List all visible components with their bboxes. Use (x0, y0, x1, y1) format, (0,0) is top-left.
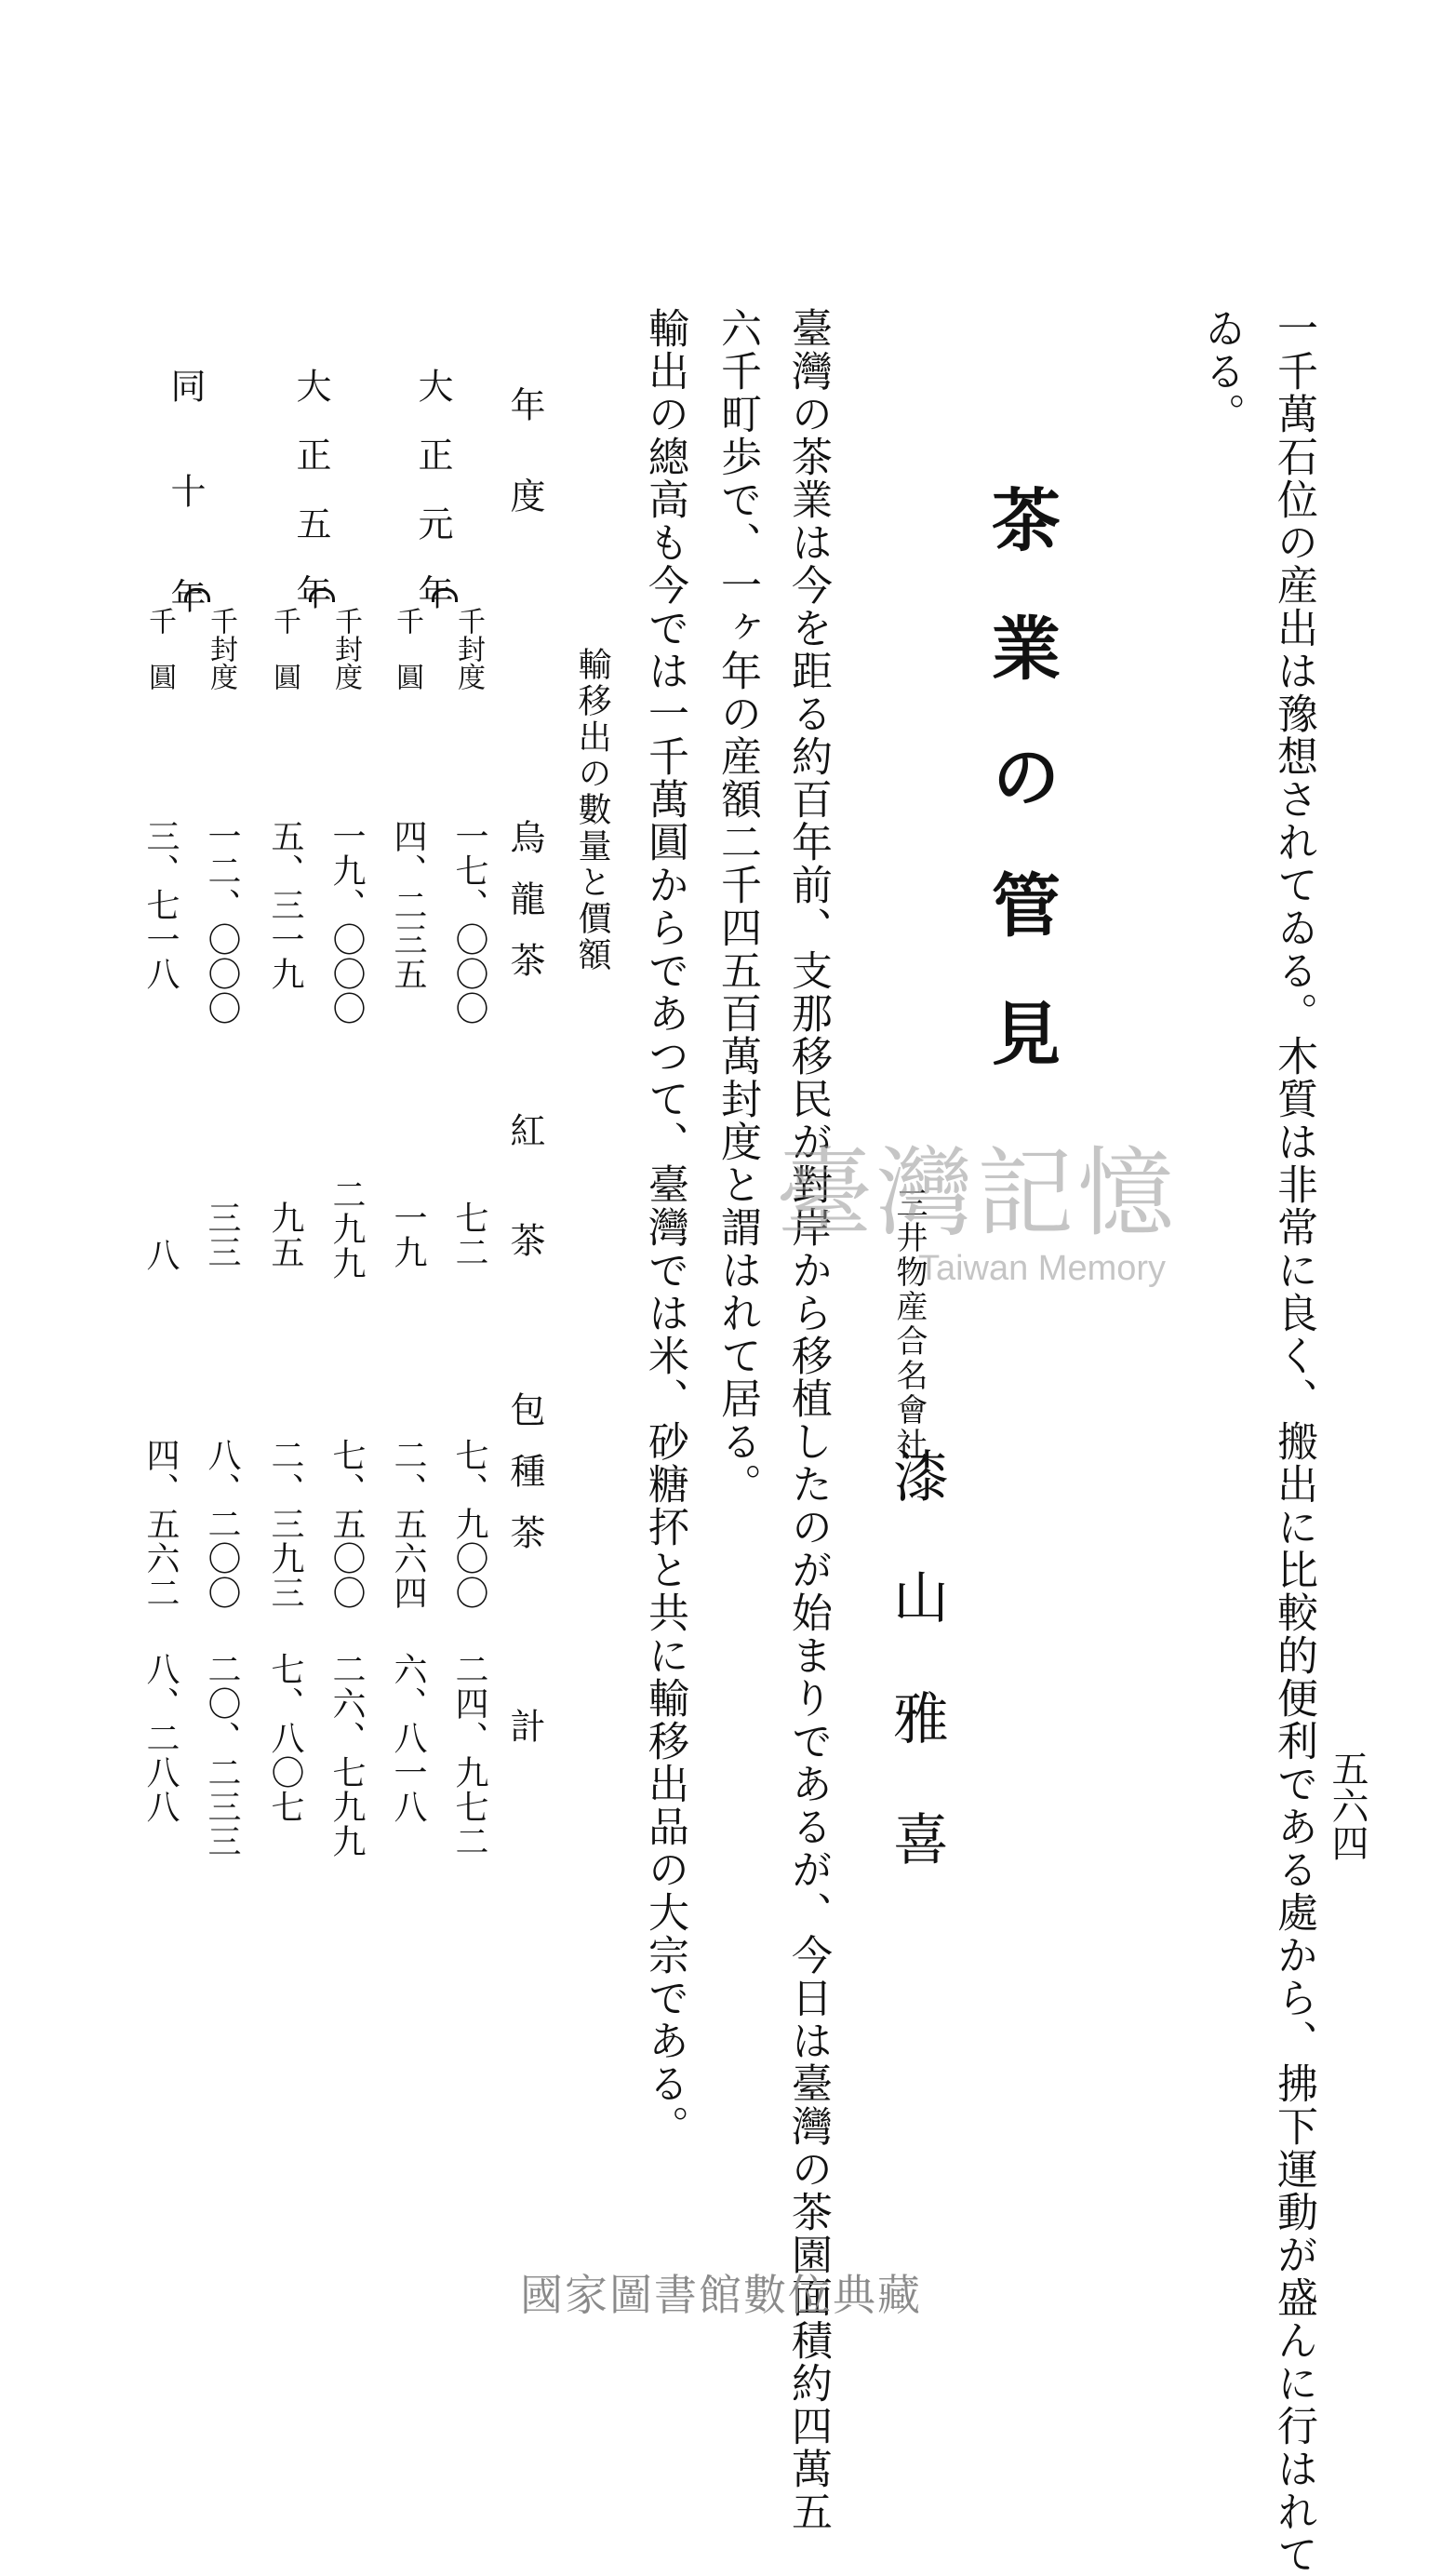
header-total: 計 (504, 1708, 545, 1743)
row-brace (184, 588, 210, 602)
black-qty: 三三 (203, 1201, 241, 1269)
row-year: 大正元年 (412, 368, 453, 643)
header-pouchong: 包種茶 (504, 1391, 545, 1576)
total-qty: 二〇、二三三 (203, 1652, 241, 1858)
header-year: 年度 (504, 386, 545, 569)
watermark-english: Taiwan Memory (917, 1249, 1167, 1288)
row-qty-unit: 千封度 (329, 607, 362, 691)
prev-paragraph-line-1: 一千萬石位の産出は豫想されてゐる。木質は非常に良く、搬出に比較的便利である處から、拂下運動が盛んに行はれて (1270, 307, 1317, 2576)
watermark-chinese: 臺灣記憶 (775, 1136, 1178, 1250)
author-company: 三井物産合名會社 (890, 1187, 928, 1462)
total-val: 六、八一八 (389, 1652, 427, 1824)
header-oolong: 烏龍茶 (504, 819, 545, 1003)
pouchong-val: 二、五六四 (389, 1438, 427, 1610)
page-number: 五六四 (1326, 1750, 1369, 1861)
total-qty: 二四、九七二 (450, 1652, 488, 1858)
pouchong-qty: 七、九〇〇 (450, 1438, 488, 1610)
author-name: 漆山雅喜 (884, 1447, 949, 1931)
row-year: 同十年 (165, 368, 206, 683)
total-qty: 二六、七九九 (327, 1652, 366, 1858)
oolong-qty: 一九、〇〇〇 (327, 819, 366, 1026)
row-qty-unit: 千封度 (452, 607, 485, 691)
article-title: 茶業の管見 (981, 484, 1061, 1126)
row-year: 大正五年 (290, 368, 331, 643)
oolong-val: 四、二三五 (389, 819, 427, 991)
pouchong-qty: 八、二〇〇 (203, 1438, 241, 1610)
black-val: 九五 (266, 1201, 304, 1269)
table-title: 輸移出の數量と價額 (573, 647, 611, 973)
oolong-qty: 一七、〇〇〇 (450, 819, 488, 1026)
pouchong-val: 二、三九三 (266, 1438, 304, 1610)
row-brace (309, 588, 335, 602)
prev-paragraph-line-2: ゐる。 (1197, 307, 1245, 436)
total-val: 七、八〇七 (266, 1652, 304, 1824)
watermark (726, 1136, 1228, 1331)
black-val: 一九 (389, 1201, 427, 1269)
paragraph-line-1: 臺灣の茶業は今を距る約百年前、支那移民が對岸から移植したのが始まりであるが、今日は臺灣の茶園面積約四萬五 (784, 307, 832, 2533)
black-val: 八 (141, 1238, 180, 1272)
row-val-unit: 千圓 (268, 607, 300, 718)
paragraph-line-2: 六千町歩で、一ヶ年の産額二千四五百萬封度と謂はれて居る。 (714, 307, 761, 1506)
oolong-val: 三、七一八 (141, 819, 180, 991)
total-val: 八、二八八 (141, 1652, 180, 1824)
pouchong-qty: 七、五〇〇 (327, 1438, 366, 1610)
row-val-unit: 千圓 (391, 607, 423, 718)
footer-credit: 國家圖書館數位典藏 (520, 2270, 922, 2320)
oolong-val: 五、三一九 (266, 819, 304, 991)
row-val-unit: 千圓 (143, 607, 176, 718)
row-brace (432, 588, 458, 602)
header-black: 紅茶 (504, 1112, 545, 1332)
row-qty-unit: 千封度 (205, 607, 237, 691)
pouchong-val: 四、五六二 (141, 1438, 180, 1610)
paragraph-line-3: 輸出の總高も今では一千萬圓からであつて、臺灣では米、砂糖抔と共に輸移出品の大宗である。 (641, 307, 688, 2148)
black-qty: 二九九 (327, 1177, 366, 1281)
oolong-qty: 一二、〇〇〇 (203, 819, 241, 1026)
black-qty: 七二 (450, 1201, 488, 1269)
